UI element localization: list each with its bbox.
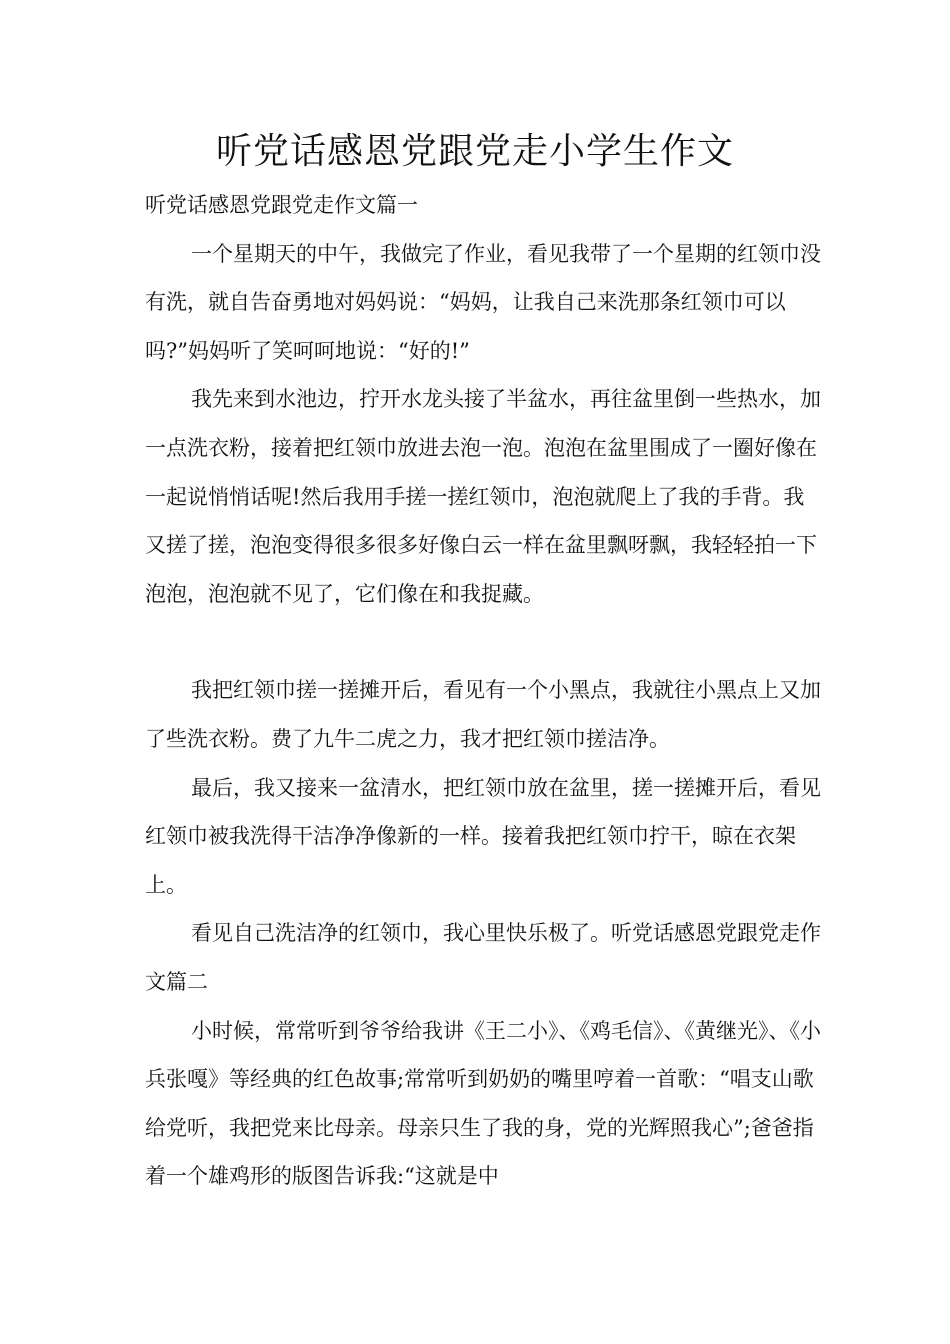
- document-title: 听党话感恩党跟党走小学生作文: [215, 131, 734, 172]
- paragraph: 我把红领巾搓一搓摊开后，看见有一个小黑点，我就往小黑点上又加了些洗衣粉。费了九牛二虎之力，我才把红领巾搓洁净。: [145, 678, 821, 751]
- paragraph: 我先来到水池边，拧开水龙头接了半盆水，再往盆里倒一些热水，加一点洗衣粉，接着把红领巾放进去泡一泡。泡泡在盆里围成了一圈好像在一起说悄悄话呢!然后我用手搓一搓红领巾，泡泡就爬上了我的手背。我又搓了搓，泡泡变得很多很多好像白云一样在盆里飘呀飘，我轻轻拍一下泡泡，泡泡就不见了，它们像在和我捉藏。: [145, 387, 821, 606]
- paragraph: 看见自己洗洁净的红领巾，我心里快乐极了。听党话感恩党跟党走作文篇二: [145, 921, 821, 994]
- paragraph: 小时候，常常听到爷爷给我讲《王二小》、《鸡毛信》、《黄继光》、《小兵张嘎》等经典的红色故事;常常听到奶奶的嘴里哼着一首歌：“唱支山歌给党听，我把党来比母亲。母亲只生了我的身，党的光辉照我心”;爸爸指着一个雄鸡形的版图告诉我:“这就是中: [145, 1018, 821, 1189]
- paragraph: 最后，我又接来一盆清水，把红领巾放在盆里，搓一搓摊开后，看见红领巾被我洗得干洁净净像新的一样。接着我把红领巾拧干，晾在衣架上。: [145, 775, 821, 897]
- document-body: [145, 181, 825, 1201]
- section-heading: 听党话感恩党跟党走作文篇一: [145, 193, 418, 217]
- paragraph: 一个星期天的中午，我做完了作业，看见我带了一个星期的红领巾没有洗，就自告奋勇地对妈妈说：“妈妈，让我自己来洗那条红领巾可以吗?”妈妈听了笑呵呵地说：“好的!”: [145, 241, 821, 363]
